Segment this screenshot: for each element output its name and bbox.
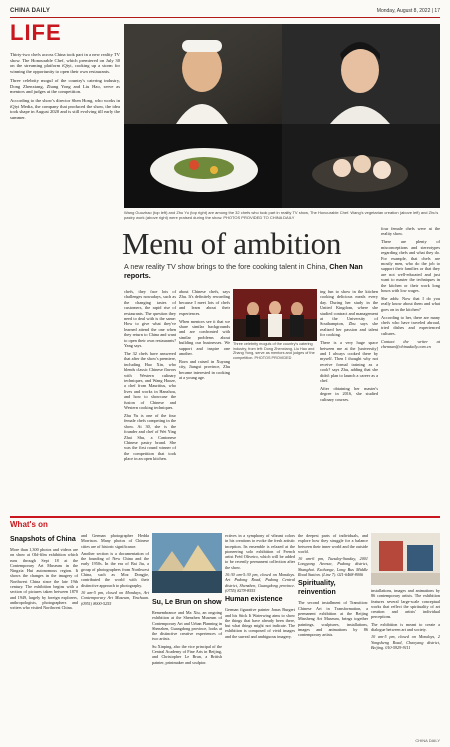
event-photo-2 — [371, 533, 440, 585]
event-details: 10 am-5 pm, closed on Mondays, Art Contemporary Art Museum, Yinchuan. (0951) 8000-5255 — [81, 589, 149, 606]
whats-on-rule — [10, 516, 440, 518]
article-paragraph: According to her, there are many chefs who have traveled abroad, tried dishes and experienced cultures. — [381, 314, 440, 336]
lede-paragraph: Three celebrity mogul of the country's catering industry, Dong Zhenxiang, Zhang Yong and Liu Hao, serve as mentors and judges at the competition. — [10, 77, 120, 95]
whats-on-column-4 — [225, 533, 295, 641]
whats-on-column-6 — [371, 588, 440, 652]
deck — [124, 262, 364, 280]
lede-paragraph: Thirty-two chefs across China took part in a new reality TV show. The Honourable Chef, which premiered on July 30 on the streaming platform iQiyi, cooking up a storm for winning the opportunity to open their own restaurants. — [10, 52, 120, 75]
footer-credit: CHINA DAILY — [415, 738, 440, 743]
event-heading: Spirituality, reinvention — [298, 580, 336, 597]
article-paragraph: After obtaining her master's degree in 2016, she studied culinary courses. — [320, 385, 378, 402]
headline: Menu of ambition — [122, 226, 342, 261]
article-paragraph: four female chefs were at the reality show. — [381, 226, 440, 237]
whats-on-column-5 — [298, 533, 368, 639]
article-paragraph: Born and raised in Xuyang city, Jiangxi province, Zhu became interested in cooking at a young age. — [179, 358, 230, 381]
article-paragraph: The 32 chefs have answered that after the show's premiere, including Hao Xin, who blends classic Chinese flavors with Western culinary techniques, and Wang Haoze, a chef from Mauritius, who lives and works in Hanzhou, and how to showcase the fusion of Chinese and Western cooking techniques. — [124, 350, 176, 411]
lede-column — [10, 52, 120, 124]
deck-byline: Chen Nan reports. — [124, 262, 363, 280]
event-paragraph: More than 1,300 photos and videos are on show at Old-film exhibition which runs through Sept 18 at the Contemporary Art Museum in the Ningxia Hui autonomous region. It shows the changes in the imagery of Northwest China since the late 19th century. The exhibition begins with a section of pictures taken between 1870 and 1949, largely by foreign explorers, anthropologists, photographers and writers who visited Northwest China. — [10, 547, 78, 611]
section-title: LIFE — [10, 20, 62, 45]
event-paragraph: Another section is a documentation of the founding of New China and the early 1950s. In the era of Bai Jiu, a group of photographers from Northwest China, such as Moz Dongjie, contributed the world with their distinctive approach to photography. — [81, 550, 149, 588]
article-paragraph: Zhu Yu is one of the four female chefs competing in the show. At 30, she is the founder and chef of Wei Ying Zhai Shu, a Cantonese Chinese pastry brand. She was the first round winner of the competition that took place in an open kitchen. — [124, 412, 176, 462]
brand-name: CHINA DAILY — [10, 8, 51, 14]
contact-line: Contact the writer at chennan@chinadaily.com.cn — [381, 338, 440, 350]
event-paragraph: ectives in a symphony of vibrant colors in his creations to evoke the fresh artistic inception. Its ensemble is relaxed at the pioneering solo exhibition of French artist Fréd Oliveiro, which will be added to be recently permanent collection after the show. — [225, 533, 295, 570]
event-heading: Snapshots of China — [10, 536, 76, 543]
event-heading: Human existence — [225, 596, 283, 604]
article-paragraph: chefs, they face lots of challenges nowadays, such as the changing tastes of customers, the rapid rise of restaurants. The question they need to deal with is the same: How to give what they've learned attend the one when they return to China and want to open their own restaurants? Yang says. — [124, 289, 176, 349]
deck-text: A new reality TV show brings to the fore cooking talent in China, — [124, 262, 328, 271]
mentors-photo-caption: Three celebrity moguls of the country's catering industry, from left: Dong Zhenxiang, Liu Hao and Zhang Yong, serve as mentors and judges of the competition. PHOTOS PROVIDED — [233, 342, 315, 360]
main-photo-caption: Wang Guozhao (top left) and Zhu Yu (top right) are among the 32 chefs who took part in reality TV show, The Honourable Chef. Wang's vegetarian creation (above left) and Zhu's pastry work (above right) were praised during the show. PHOTOS PROVIDED TO CHINA DAILY — [124, 210, 439, 220]
article-column-3 — [320, 289, 378, 405]
event-details: 10 am-5 pm, closed on Mondays, 2 Yongsheng Road, Chaoyang district, Beijing. 010-5929-9111 — [371, 634, 440, 650]
article-paragraph: about Chinese chefs, says Zhu. It's definitely rewarding because I meet lots of chefs and learn about their experiences. — [179, 289, 230, 316]
event-paragraph: Remembrance and Ma Xiu, an ongoing exhibition at the Shenzhen Museum of Contemporary Art and Urban Planning in Shenzhen, Guangdong province, looks at the distinctive creative experiences of two artists. — [152, 610, 222, 642]
event-heading: Su, Le Brun on show — [152, 599, 222, 606]
event-details: 10:30 am-5:30 pm, closed on Mondays. Art Pudong Road, Pudong Central district, Shenzhen, Guangdong province. (0755) 8278-8555 — [225, 572, 295, 593]
article-paragraph: There are plenty of misconceptions and stereotypes regarding chefs and what they do. For example, that chefs are mostly men, who do the job to support their families or that they are not well-educated and just want to master the techniques in the kitchen or their work long hours with low wages. — [381, 239, 440, 293]
dateline: Monday, August 8, 2022 | 17 — [376, 8, 440, 14]
event-paragraph: and German photographer Hedda Morrison. Many photos of Chinese cities are of historic significance. — [81, 533, 149, 549]
article-paragraph: There is a very huge space between me at the [university] and I always cooked there by myself. Then I thought why not receive formal training as a cook? says Zhu, adding that she didn't plan to launch a career as a chef. — [320, 340, 378, 383]
article-paragraph: She adds: Now that I do you really know about them and what goes on in the kitchen? — [381, 295, 440, 312]
whats-on-column-3 — [152, 596, 222, 667]
article-column-1 — [124, 289, 176, 464]
photo-collage-graphic — [124, 24, 440, 208]
whats-on-column-1 — [10, 533, 78, 613]
mentors-photo-graphic — [233, 289, 317, 341]
masthead-rule — [10, 17, 440, 18]
event-paragraph: Su Xinping, also the vice principal of the Central Academy of Fine Arts in Beijing, and Christopher Le Brun, a British painter, printmaker and sculptor. — [152, 643, 222, 665]
event-paragraph: German figurative painter Jonas Burgert and his Stick It Waterwing aims to show the things that have already been there, but what things might not indicate. The exhibition is composed of vivid images and the surreal and ambiguous imagery. — [225, 607, 295, 639]
lede-paragraph: According to the show's director Shen Hong, who works in iQiyi Media, the company that produced the show, the idea took shape in August 2020 and is still evolving till early the summer. — [10, 97, 120, 121]
article-column-2 — [179, 289, 230, 383]
whats-on-column-2 — [81, 533, 149, 608]
event-photo-graphic — [152, 533, 222, 593]
event-paragraph: The exhibition is meant to create a dialogue between art and society. — [371, 621, 440, 633]
mentors-photo — [233, 289, 317, 341]
event-paragraph: the deepest parts of individuals, and explore how they struggle for a balance between their inner world and the outside world. — [298, 533, 368, 554]
event-paragraph: installations, images and animations by 86 contemporary artists. The exhibition features several large-scale conceptual works that reflect the spirituality of art creation and artists' individual perceptions. — [371, 588, 440, 620]
event-photo-1 — [152, 533, 222, 593]
event-details: 10 am-6 pm, Tuesday-Sunday, 2001 Longyang Avenue, Pudong district, Shanghai. Exchange, Long Bus Middle Road Station. (Line 7). 021-6468-8006 — [298, 556, 368, 578]
article-column-4 — [381, 226, 440, 352]
masthead — [10, 6, 440, 16]
whats-on-title: What's on — [10, 520, 48, 529]
event-photo-graphic — [371, 533, 440, 585]
main-photo-collage — [124, 24, 440, 208]
article-paragraph: ing fun to show in the kitchen cooking delicious meals every day. During her study in the United Kingdom, where she studied contract and management at the University of Southampton, Zhu says she realized her passion and talent for cooking. — [320, 289, 378, 338]
article-paragraph: When mentors see it that we share similar backgrounds and are confronted with similar problems about building our businesses. We support and inspire one another. — [179, 318, 230, 356]
event-paragraph: The second installment of Transition: Chinese Art in Transformation, a permanent exhibition at the Beijing Minsheng Art Museum, brings together paintings, sculptures, installations, images and animations by 86 contemporary artists. — [298, 600, 368, 638]
